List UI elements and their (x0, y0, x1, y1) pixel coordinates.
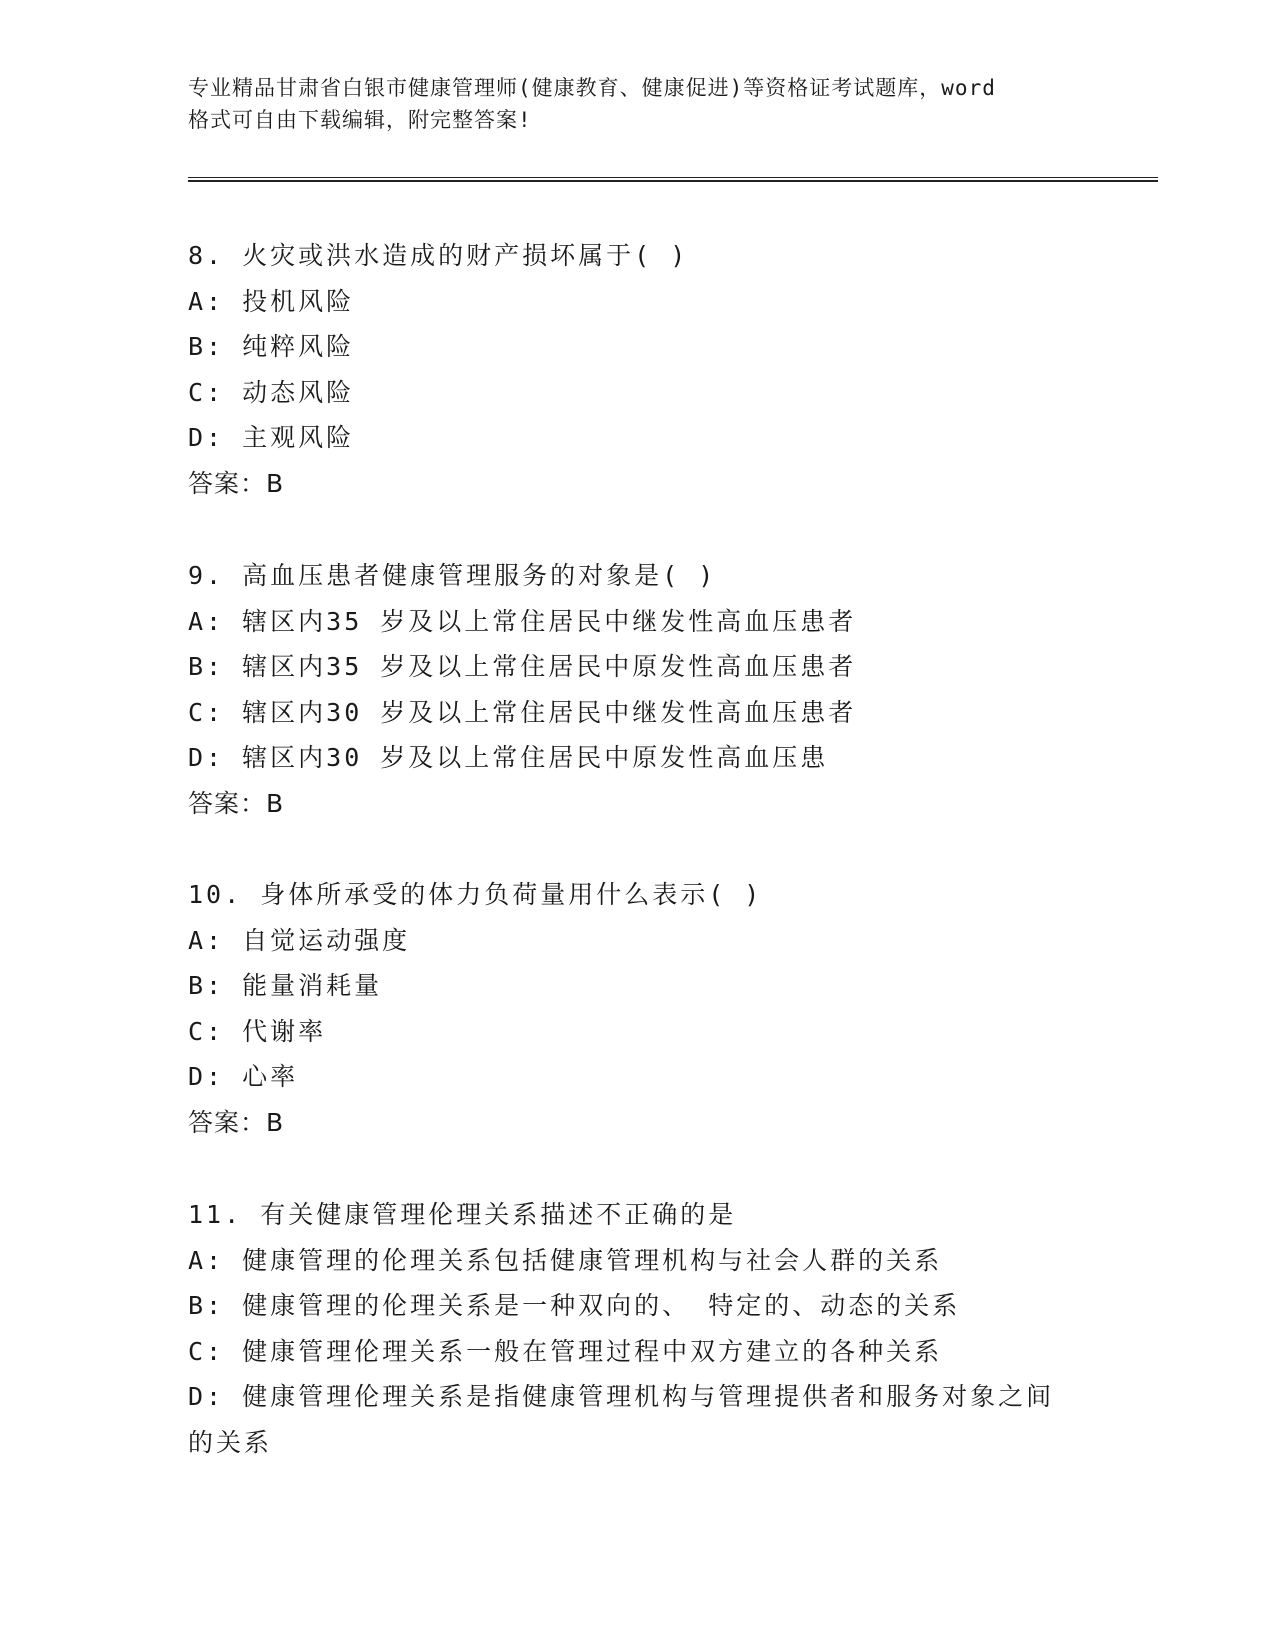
option-c: C: 动态风险 (188, 377, 355, 407)
header-divider (188, 177, 1158, 182)
option-c: C: 代谢率 (188, 1016, 327, 1046)
question-stem: 10. 身体所承受的体力负荷量用什么表示( ) (188, 880, 763, 909)
option-a: A: 健康管理的伦理关系包括健康管理机构与社会人群的关系 (188, 1245, 943, 1275)
option-a: A: 投机风险 (188, 286, 355, 316)
option-b: B: 纯粹风险 (188, 332, 355, 361)
option-d: D: 心率 (188, 1062, 299, 1091)
header-line-2: 格式可自由下载编辑，附完整答案! (188, 108, 532, 132)
option-a: A: 自觉运动强度 (188, 925, 411, 955)
question-8 (188, 233, 1188, 506)
option-b: B: 能量消耗量 (188, 971, 383, 1000)
option-d: D: 辖区内30 岁及以上常住居民中原发性高血压患 (188, 743, 829, 772)
option-b: B: 辖区内35 岁及以上常住居民中原发性高血压患者 (188, 652, 857, 681)
option-d: D: 健康管理伦理关系是指健康管理机构与管理提供者和服务对象之间 (188, 1382, 1055, 1411)
answer: 答案：B (188, 468, 285, 498)
question-stem: 11. 有关健康管理伦理关系描述不正确的是 (188, 1200, 737, 1229)
question-11 (188, 1192, 1188, 1465)
option-d: D: 主观风险 (188, 423, 355, 452)
header-line-1: 专业精品甘肃省白银市健康管理师(健康教育、健康促进)等资格证考试题库，word (188, 76, 996, 100)
question-9 (188, 553, 1188, 826)
answer: 答案：B (188, 1107, 285, 1137)
question-stem: 9. 高血压患者健康管理服务的对象是( ) (188, 561, 717, 590)
option-d-continuation: 的关系 (188, 1427, 273, 1457)
question-10 (188, 872, 1188, 1145)
answer: 答案：B (188, 788, 285, 818)
document-header (188, 72, 1088, 136)
option-b: B: 健康管理的伦理关系是一种双向的、 特定的、动态的关系 (188, 1291, 961, 1320)
option-c: C: 辖区内30 岁及以上常住居民中继发性高血压患者 (188, 697, 857, 727)
option-c: C: 健康管理伦理关系一般在管理过程中双方建立的各种关系 (188, 1336, 943, 1366)
option-a: A: 辖区内35 岁及以上常住居民中继发性高血压患者 (188, 606, 857, 636)
question-stem: 8. 火灾或洪水造成的财产损坏属于( ) (188, 241, 689, 270)
